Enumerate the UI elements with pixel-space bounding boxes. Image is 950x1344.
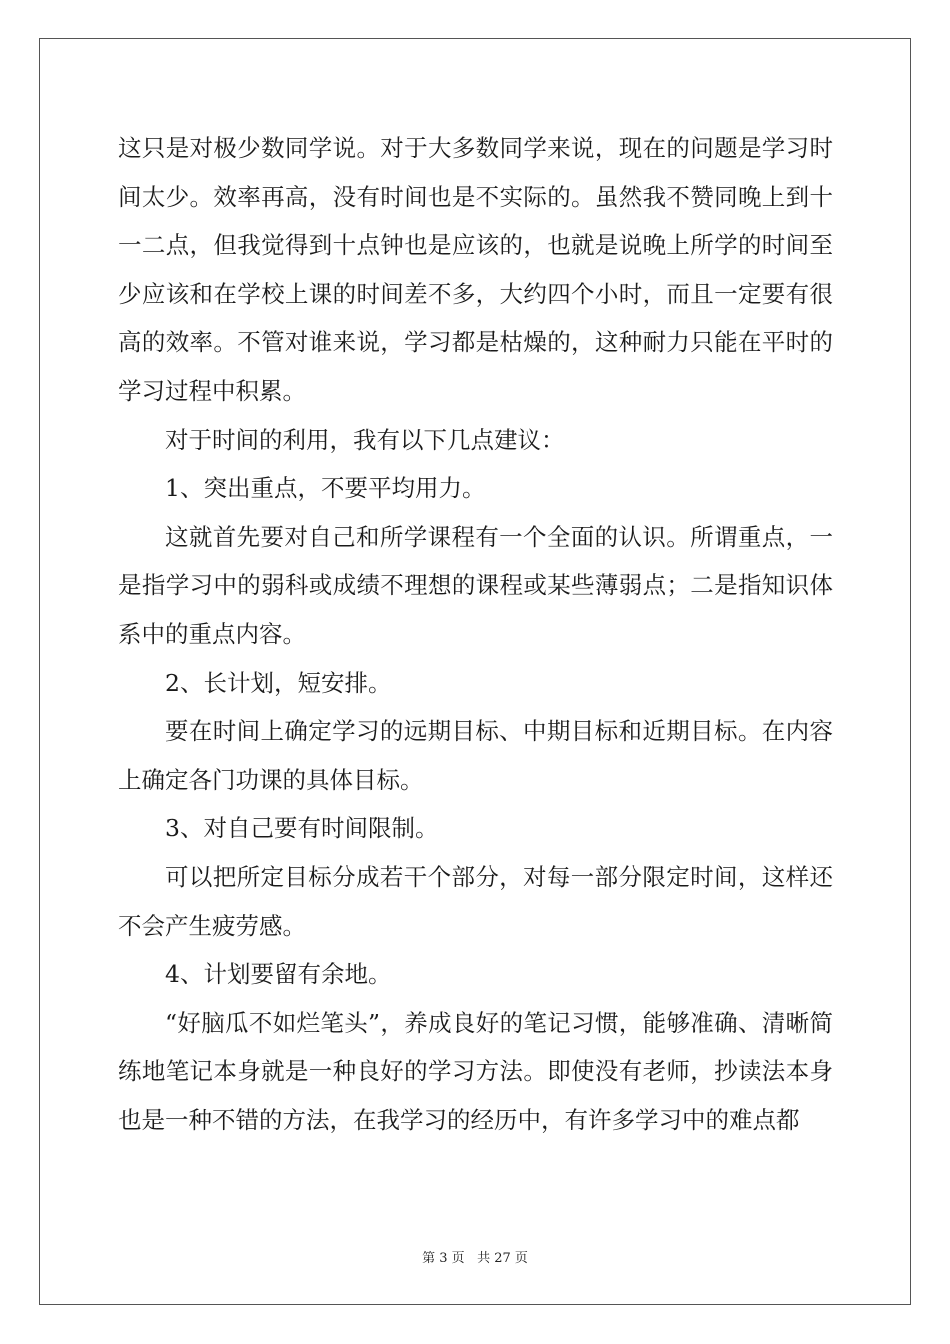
paragraph-2: 对于时间的利用，我有以下几点建议： xyxy=(165,425,565,454)
page-number-current: 第 3 页 xyxy=(422,1251,465,1266)
paragraph-7: 3、对自己要有时间限制。 xyxy=(165,814,439,843)
paragraph-9: 4、计划要留有余地。 xyxy=(165,960,392,989)
paragraph-8: 可以把所定目标分成若干个部分，对每一部分限定时间，这样还不会产生疲劳感。 xyxy=(118,862,833,940)
paragraph-10: “好脑瓜不如烂笔头”，养成良好的笔记习惯，能够准确、清晰简练地笔记本身就是一种良好的学习方法。即使没有老师，抄读法本身也是一种不错的方法，在我学习的经历中，有许多学习中的难点都 xyxy=(118,1008,833,1134)
paragraph-5: 2、长计划，短安排。 xyxy=(165,668,392,697)
paragraph-4: 这就首先要对自己和所学课程有一个全面的认识。所谓重点，一是指学习中的弱科或成绩不理想的课程或某些薄弱点；二是指知识体系中的重点内容。 xyxy=(118,522,833,648)
page-footer xyxy=(0,1247,950,1266)
page-number-total: 共 27 页 xyxy=(477,1251,528,1266)
paragraph-3: 1、突出重点，不要平均用力。 xyxy=(165,474,486,503)
paragraph-6: 要在时间上确定学习的远期目标、中期目标和近期目标。在内容上确定各门功课的具体目标。 xyxy=(118,717,833,794)
paragraph-1: 这只是对极少数同学说。对于大多数同学来说，现在的问题是学习时间太少。效率再高，没有时间也是不实际的。虽然我不赞同晚上到十一二点，但我觉得到十点钟也是应该的，也就是说晚上所学的时间至少应该和在学校上课的时间差不多，大约四个小时，而且一定要有很高的效率。不管对谁来说，学习都是枯燥的，这种耐力只能在平时的学习过程中积累。 xyxy=(118,134,833,405)
document-body xyxy=(118,124,833,1144)
